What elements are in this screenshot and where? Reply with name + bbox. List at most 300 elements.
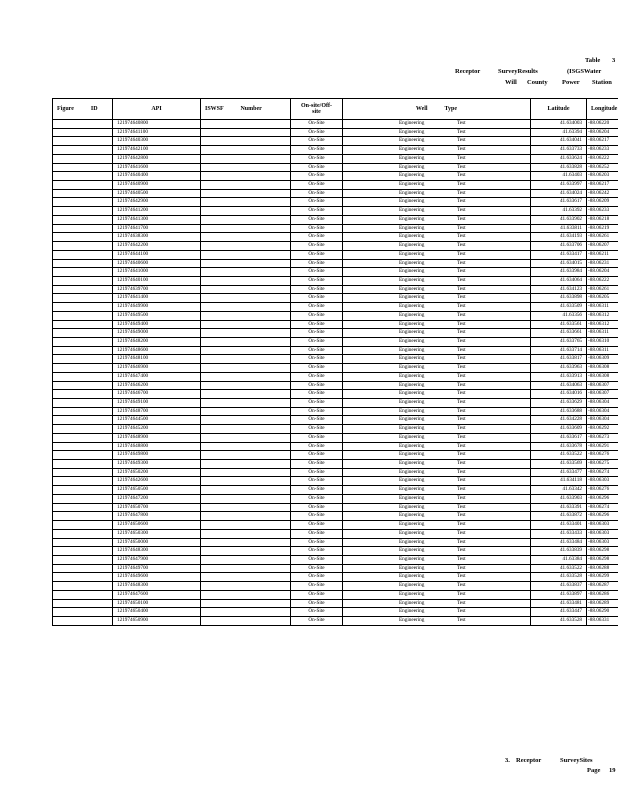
cell-longitude: -88.06290 — [587, 608, 618, 617]
cell-iswsf-number — [201, 573, 291, 582]
cell-api: 121974649100 — [113, 399, 201, 408]
cell-well-type — [343, 329, 531, 338]
cell-api: 121974646700 — [113, 390, 201, 399]
cell-type: Test — [457, 128, 466, 135]
cell-latitude: 41.633569 — [531, 460, 587, 469]
cell-api: 121974640300 — [113, 137, 201, 146]
cell-well-type — [343, 303, 531, 312]
cell-api: 121974641400 — [113, 294, 201, 303]
cell-well: Engineering — [399, 608, 425, 615]
cell-well-type — [343, 120, 531, 129]
cell-iswsf-number — [201, 564, 291, 573]
cell-onsite: On-Site — [291, 599, 343, 608]
cell-iswsf-number — [201, 146, 291, 155]
cell-type: Test — [457, 521, 466, 528]
cell-longitude: -88.06299 — [587, 573, 618, 582]
cell-longitude: -88.06203 — [587, 172, 618, 181]
cell-well-type — [343, 521, 531, 530]
table-row — [53, 128, 618, 137]
cell-iswsf-number — [201, 250, 291, 259]
cell-well-type — [343, 425, 531, 434]
cell-well: Engineering — [399, 616, 425, 623]
cell-api: 121974641000 — [113, 268, 201, 277]
cell-well: Engineering — [399, 128, 425, 135]
cell-figure-id — [53, 616, 113, 625]
cell-figure-id — [53, 468, 113, 477]
cell-figure-id — [53, 555, 113, 564]
cell-longitude: -88.06307 — [587, 381, 618, 390]
cell-latitude: 41.633391 — [531, 503, 587, 512]
cell-well-type — [343, 582, 531, 591]
cell-iswsf-number — [201, 616, 291, 625]
cell-api: 121974650700 — [113, 503, 201, 512]
cell-onsite: On-Site — [291, 364, 343, 373]
cell-type: Test — [457, 425, 466, 432]
cell-iswsf-number — [201, 346, 291, 355]
cell-latitude: 41.63403 — [531, 172, 587, 181]
cell-type: Test — [457, 233, 466, 240]
table-number: 3 — [612, 57, 616, 64]
cell-onsite: On-Site — [291, 372, 343, 381]
cell-onsite: On-Site — [291, 120, 343, 129]
cell-well-type — [343, 294, 531, 303]
cell-well: Engineering — [399, 538, 425, 545]
cell-latitude: 41.633811 — [531, 224, 587, 233]
cell-api: 121974649400 — [113, 320, 201, 329]
cell-well-type — [343, 503, 531, 512]
cell-well-type — [343, 555, 531, 564]
cell-longitude: -88.06273 — [587, 433, 618, 442]
cell-figure-id — [53, 390, 113, 399]
col-onsite — [291, 99, 343, 120]
cell-onsite: On-Site — [291, 477, 343, 486]
cell-well-type — [343, 616, 531, 625]
cell-well-type — [343, 355, 531, 364]
cell-figure-id — [53, 294, 113, 303]
cell-latitude: 41.634193 — [531, 233, 587, 242]
table-row — [53, 355, 618, 364]
table-row — [53, 224, 618, 233]
table-label: Table — [585, 57, 601, 64]
cell-api: 121974647800 — [113, 512, 201, 521]
cell-onsite: On-Site — [291, 521, 343, 530]
cell-longitude: -88.06287 — [587, 582, 618, 591]
table-row — [53, 120, 618, 129]
cell-well: Engineering — [399, 486, 425, 493]
col-figure-id — [53, 99, 113, 120]
cell-api: 121974640600 — [113, 259, 201, 268]
cell-latitude: 41.633561 — [531, 320, 587, 329]
cell-iswsf-number — [201, 512, 291, 521]
cell-iswsf-number — [201, 242, 291, 251]
cell-api: 121974649000 — [113, 329, 201, 338]
cell-well: Engineering — [399, 433, 425, 440]
cell-well-type — [343, 486, 531, 495]
cell-iswsf-number — [201, 215, 291, 224]
cell-well-type — [343, 128, 531, 137]
cell-figure-id — [53, 364, 113, 373]
cell-longitude: -88.06289 — [587, 599, 618, 608]
cell-well-type — [343, 433, 531, 442]
cell-well-type — [343, 337, 531, 346]
receptor-survey-table — [52, 98, 618, 626]
cell-api: 121974649500 — [113, 311, 201, 320]
cell-type: Test — [457, 329, 466, 336]
cell-latitude: 41.633817 — [531, 355, 587, 364]
table-row — [53, 372, 618, 381]
cell-longitude: -88.06222 — [587, 276, 618, 285]
cell-figure-id — [53, 460, 113, 469]
cell-type: Test — [457, 276, 466, 283]
cell-latitude: 41.633401 — [531, 521, 587, 530]
cell-well-type — [343, 207, 531, 216]
cell-api: 121974648200 — [113, 337, 201, 346]
cell-type: Test — [457, 407, 466, 414]
cell-latitude: 41.63356 — [531, 311, 587, 320]
cell-well: Engineering — [399, 137, 425, 144]
cell-onsite: On-Site — [291, 512, 343, 521]
cell-well: Engineering — [399, 425, 425, 432]
cell-well-type — [343, 468, 531, 477]
cell-api: 121974650100 — [113, 599, 201, 608]
cell-latitude: 41.633828 — [531, 163, 587, 172]
cell-well-type — [343, 250, 531, 259]
col-well-type — [343, 99, 531, 120]
cell-api: 121974646200 — [113, 381, 201, 390]
cell-longitude: -88.06303 — [587, 538, 618, 547]
cell-longitude: -88.06252 — [587, 163, 618, 172]
cell-onsite: On-Site — [291, 250, 343, 259]
cell-api: 121974648300 — [113, 582, 201, 591]
cell-figure-id — [53, 564, 113, 573]
cell-well-type — [343, 547, 531, 556]
cell-well-type — [343, 172, 531, 181]
cell-well: Engineering — [399, 207, 425, 214]
cell-onsite: On-Site — [291, 268, 343, 277]
cell-longitude: -88.06304 — [587, 399, 618, 408]
cell-well: Engineering — [399, 285, 425, 292]
cell-longitude: -88.06288 — [587, 564, 618, 573]
cell-latitude: 41.633872 — [531, 512, 587, 521]
col-iswsf-number — [201, 99, 291, 120]
cell-figure-id — [53, 590, 113, 599]
cell-onsite: On-Site — [291, 494, 343, 503]
cell-well-type — [343, 407, 531, 416]
cell-onsite: On-Site — [291, 503, 343, 512]
cell-onsite: On-Site — [291, 582, 343, 591]
cell-onsite: On-Site — [291, 451, 343, 460]
cell-well-type — [343, 573, 531, 582]
cell-figure-id — [53, 372, 113, 381]
table-row — [53, 477, 618, 486]
cell-figure-id — [53, 303, 113, 312]
cell-iswsf-number — [201, 582, 291, 591]
cell-longitude: -88.06242 — [587, 189, 618, 198]
cell-api: 121974641600 — [113, 163, 201, 172]
cell-onsite: On-Site — [291, 486, 343, 495]
cell-iswsf-number — [201, 538, 291, 547]
cell-longitude: -88.06276 — [587, 451, 618, 460]
cell-well-type — [343, 364, 531, 373]
cell-longitude: -88.06311 — [587, 346, 618, 355]
cell-iswsf-number — [201, 494, 291, 503]
cell-iswsf-number — [201, 189, 291, 198]
table-row — [53, 555, 618, 564]
cell-onsite: On-Site — [291, 311, 343, 320]
cell-api: 121974647600 — [113, 590, 201, 599]
footer-page-number: 19 — [609, 767, 616, 774]
cell-iswsf-number — [201, 372, 291, 381]
cell-api: 121974649900 — [113, 303, 201, 312]
cell-type: Test — [457, 311, 466, 318]
cell-figure-id — [53, 146, 113, 155]
cell-latitude: 41.633678 — [531, 442, 587, 451]
cell-longitude: -88.06304 — [587, 416, 618, 425]
table-row — [53, 608, 618, 617]
cell-latitude: 41.633522 — [531, 451, 587, 460]
cell-iswsf-number — [201, 294, 291, 303]
table-row — [53, 494, 618, 503]
cell-figure-id — [53, 494, 113, 503]
cell-figure-id — [53, 582, 113, 591]
cell-onsite: On-Site — [291, 128, 343, 137]
cell-onsite: On-Site — [291, 460, 343, 469]
cell-well-type — [343, 477, 531, 486]
cell-longitude: -88.06286 — [587, 590, 618, 599]
table-row — [53, 337, 618, 346]
table-row — [53, 320, 618, 329]
cell-iswsf-number — [201, 529, 291, 538]
cell-type: Test — [457, 547, 466, 554]
cell-onsite: On-Site — [291, 590, 343, 599]
table-row — [53, 268, 618, 277]
header-power: Power — [562, 79, 580, 86]
cell-longitude: -88.06309 — [587, 355, 618, 364]
cell-type: Test — [457, 320, 466, 327]
table-row — [53, 215, 618, 224]
cell-latitude: 41.633481 — [531, 599, 587, 608]
cell-longitude: -88.06205 — [587, 294, 618, 303]
cell-type: Test — [457, 442, 466, 449]
cell-type: Test — [457, 390, 466, 397]
header-station: Station — [592, 79, 612, 86]
cell-well: Engineering — [399, 460, 425, 467]
cell-well-type — [343, 590, 531, 599]
cell-figure-id — [53, 512, 113, 521]
cell-api: 121974642100 — [113, 146, 201, 155]
cell-longitude: -88.06209 — [587, 198, 618, 207]
table-row — [53, 451, 618, 460]
cell-well: Engineering — [399, 494, 425, 501]
cell-latitude: 41.633733 — [531, 146, 587, 155]
cell-well-type — [343, 189, 531, 198]
cell-onsite: On-Site — [291, 355, 343, 364]
cell-latitude: 41.634015 — [531, 259, 587, 268]
cell-figure-id — [53, 329, 113, 338]
table-row — [53, 399, 618, 408]
cell-well-type — [343, 233, 531, 242]
table-row — [53, 564, 618, 573]
table-row — [53, 276, 618, 285]
cell-onsite: On-Site — [291, 146, 343, 155]
cell-well: Engineering — [399, 564, 425, 571]
cell-figure-id — [53, 442, 113, 451]
table-row — [53, 294, 618, 303]
cell-well-type — [343, 198, 531, 207]
cell-latitude: 41.633433 — [531, 529, 587, 538]
cell-api: 121974649300 — [113, 460, 201, 469]
table-row — [53, 311, 618, 320]
cell-onsite: On-Site — [291, 198, 343, 207]
table-header-row — [53, 99, 618, 120]
cell-well-type — [343, 538, 531, 547]
cell-longitude: -88.06274 — [587, 468, 618, 477]
cell-type: Test — [457, 529, 466, 536]
table-row — [53, 346, 618, 355]
cell-longitude: -88.06291 — [587, 442, 618, 451]
cell-latitude: 41.633609 — [531, 425, 587, 434]
cell-iswsf-number — [201, 285, 291, 294]
cell-latitude: 41.634228 — [531, 416, 587, 425]
cell-type: Test — [457, 608, 466, 615]
table-row — [53, 512, 618, 521]
cell-well-type — [343, 242, 531, 251]
cell-longitude: -88.06308 — [587, 364, 618, 373]
cell-iswsf-number — [201, 460, 291, 469]
cell-longitude: -88.06304 — [587, 407, 618, 416]
cell-figure-id — [53, 311, 113, 320]
cell-onsite: On-Site — [291, 189, 343, 198]
cell-onsite: On-Site — [291, 555, 343, 564]
cell-api: 121974644500 — [113, 416, 201, 425]
cell-well: Engineering — [399, 242, 425, 249]
cell-api: 121974641300 — [113, 215, 201, 224]
table-row — [53, 250, 618, 259]
cell-figure-id — [53, 285, 113, 294]
table-row — [53, 163, 618, 172]
cell-well: Engineering — [399, 198, 425, 205]
cell-type: Test — [457, 172, 466, 179]
cell-well: Engineering — [399, 390, 425, 397]
cell-iswsf-number — [201, 163, 291, 172]
cell-well: Engineering — [399, 590, 425, 597]
cell-longitude: -88.06292 — [587, 425, 618, 434]
cell-longitude: -88.06219 — [587, 224, 618, 233]
cell-figure-id — [53, 608, 113, 617]
table-row — [53, 242, 618, 251]
cell-iswsf-number — [201, 547, 291, 556]
cell-well-type — [343, 564, 531, 573]
table-row — [53, 329, 618, 338]
cell-longitude: -88.06233 — [587, 146, 618, 155]
cell-api: 121974647900 — [113, 555, 201, 564]
cell-figure-id — [53, 407, 113, 416]
cell-well-type — [343, 224, 531, 233]
col-id-label: ID — [90, 106, 98, 112]
cell-onsite: On-Site — [291, 242, 343, 251]
cell-iswsf-number — [201, 390, 291, 399]
cell-longitude: -88.06296 — [587, 512, 618, 521]
cell-type: Test — [457, 189, 466, 196]
cell-iswsf-number — [201, 198, 291, 207]
cell-latitude: 41.634016 — [531, 390, 587, 399]
table-row — [53, 468, 618, 477]
cell-longitude: -88.06311 — [587, 303, 618, 312]
cell-latitude: 41.633522 — [531, 564, 587, 573]
cell-well: Engineering — [399, 416, 425, 423]
cell-type: Test — [457, 468, 466, 475]
table-row — [53, 416, 618, 425]
cell-api: 121974650000 — [113, 538, 201, 547]
cell-longitude: -88.06311 — [587, 329, 618, 338]
footer-receptor: Receptor — [516, 757, 542, 764]
cell-figure-id — [53, 599, 113, 608]
cell-api: 121974648800 — [113, 442, 201, 451]
cell-type: Test — [457, 337, 466, 344]
cell-well: Engineering — [399, 276, 425, 283]
table-row — [53, 364, 618, 373]
cell-onsite: On-Site — [291, 276, 343, 285]
cell-iswsf-number — [201, 120, 291, 129]
cell-type: Test — [457, 163, 466, 170]
cell-iswsf-number — [201, 399, 291, 408]
table-row — [53, 381, 618, 390]
cell-onsite: On-Site — [291, 303, 343, 312]
cell-longitude: -88.06298 — [587, 555, 618, 564]
cell-well: Engineering — [399, 268, 425, 275]
cell-latitude: 41.634024 — [531, 189, 587, 198]
cell-longitude: -88.06218 — [587, 215, 618, 224]
cell-api: 121974641100 — [113, 128, 201, 137]
cell-well: Engineering — [399, 337, 425, 344]
cell-well: Engineering — [399, 555, 425, 562]
cell-longitude: -88.06275 — [587, 460, 618, 469]
table-row — [53, 154, 618, 163]
table-row — [53, 198, 618, 207]
cell-well-type — [343, 442, 531, 451]
cell-latitude: 41.634064 — [531, 276, 587, 285]
cell-longitude: -88.06331 — [587, 616, 618, 625]
cell-api: 121974648100 — [113, 355, 201, 364]
cell-api: 121974646900 — [113, 364, 201, 373]
cell-longitude: -88.06296 — [587, 494, 618, 503]
cell-type: Test — [457, 285, 466, 292]
cell-onsite: On-Site — [291, 259, 343, 268]
cell-figure-id — [53, 547, 113, 556]
cell-type: Test — [457, 372, 466, 379]
cell-onsite: On-Site — [291, 616, 343, 625]
table-row — [53, 407, 618, 416]
table-row — [53, 425, 618, 434]
cell-longitude: -88.06276 — [587, 486, 618, 495]
cell-latitude: 41.633897 — [531, 590, 587, 599]
cell-well-type — [343, 608, 531, 617]
cell-figure-id — [53, 521, 113, 530]
cell-well-type — [343, 311, 531, 320]
cell-type: Test — [457, 259, 466, 266]
cell-type: Test — [457, 355, 466, 362]
cell-well: Engineering — [399, 521, 425, 528]
footer-page-label: Page — [587, 767, 601, 774]
cell-well: Engineering — [399, 381, 425, 388]
cell-api: 121974639700 — [113, 285, 201, 294]
col-number-label: Number — [240, 106, 262, 112]
cell-iswsf-number — [201, 320, 291, 329]
cell-longitude: -88.06204 — [587, 268, 618, 277]
cell-latitude: 41.633484 — [531, 538, 587, 547]
cell-latitude: 41.63384 — [531, 555, 587, 564]
cell-latitude: 41.633624 — [531, 154, 587, 163]
